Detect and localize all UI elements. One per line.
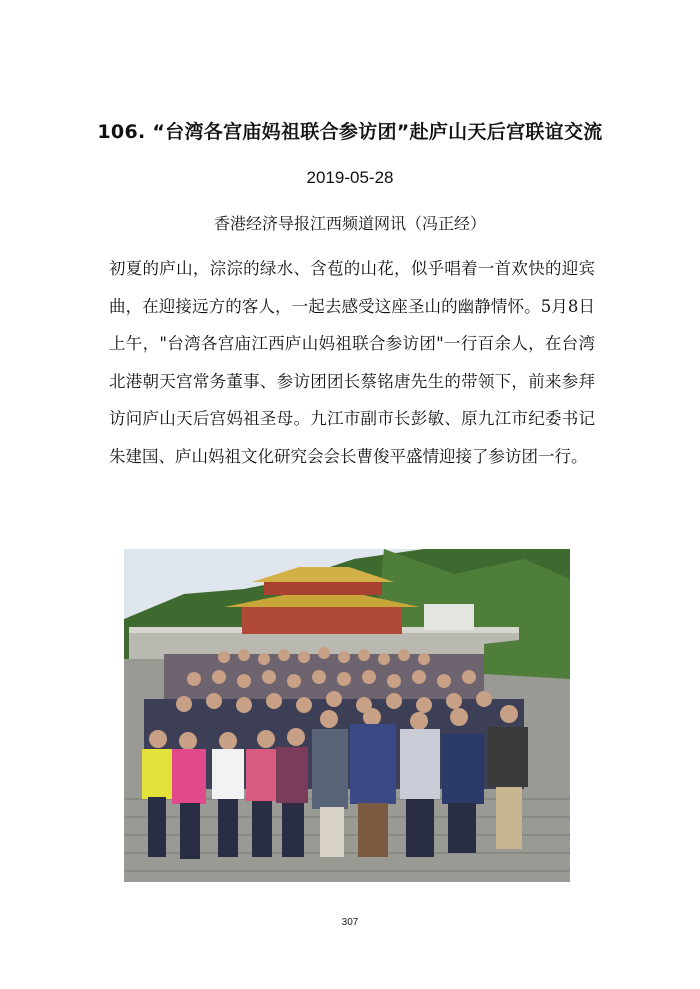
photo-crowd xyxy=(142,647,528,859)
group-photo-illustration xyxy=(124,549,570,882)
article-date: 2019-05-28 xyxy=(306,168,394,187)
photo-temple-body xyxy=(242,604,402,634)
article-paragraph: 初夏的庐山，淙淙的绿水、含苞的山花，似乎唱着一首欢快的迎宾曲，在迎接远方的客人，一起去感受这座圣山的幽静情怀。5月8日上午，"台湾各宫庙江西庐山妈祖联合参访团"一行百余人，在台湾北港朝天宫常务董事、参访团团长蔡铭唐先生的带领下，前来参拜访问庐山天后宫妈祖圣母。九江市副市长彭敏、原九江市纪委书记朱建国、庐山妈祖文化研究会会长曹俊平盛情迎接了参访团一行。 xyxy=(109,259,595,466)
page-number: 307 xyxy=(341,917,359,928)
article-byline: 香港经济导报江西频道网讯（冯正经） xyxy=(213,214,486,233)
article-title: 106. “台湾各宫庙妈祖联合参访团”赴庐山天后宫联谊交流 xyxy=(97,121,603,143)
photo-side-building xyxy=(424,604,474,630)
group-photo xyxy=(124,549,570,882)
